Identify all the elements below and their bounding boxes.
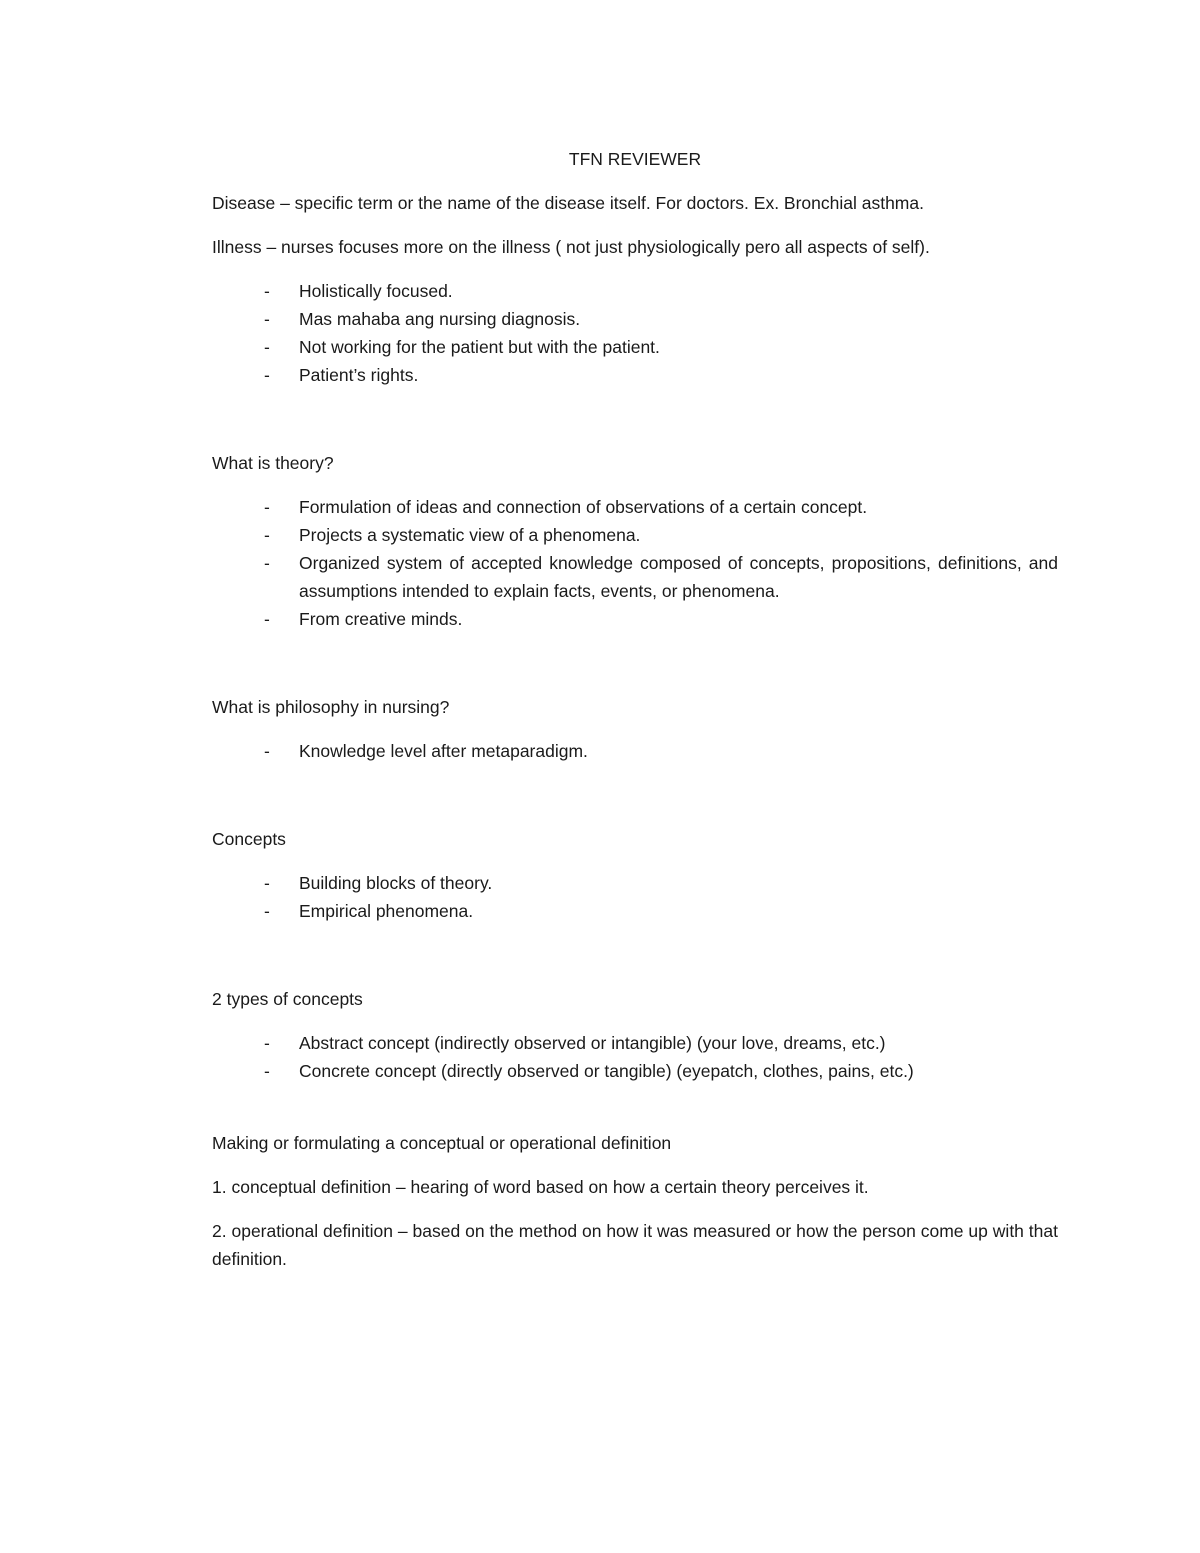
dash-bullet: - — [264, 873, 270, 893]
types-heading: 2 types of concepts — [212, 989, 363, 1009]
numbered-item-conceptual: 1. conceptual definition – hearing of word based on how a certain theory perceives it. — [212, 1177, 869, 1197]
dash-bullet: - — [264, 1033, 270, 1053]
illness-definition: Illness – nurses focuses more on the illness ( not just physiologically pero all aspects of self). — [212, 237, 930, 257]
list-item — [212, 1029, 1058, 1057]
list-item — [212, 521, 1058, 549]
dash-bullet: - — [264, 1061, 270, 1081]
list-item-text: Patient’s rights. — [299, 365, 419, 385]
list-item — [212, 897, 1058, 925]
dash-bullet: - — [264, 497, 270, 517]
philosophy-bullet-list — [212, 737, 1058, 765]
list-item-text: Organized system of accepted knowledge composed of concepts, propositions, definitions, and assumptions intended to explain facts, events, or phenomena. — [299, 553, 1058, 601]
list-item-text: From creative minds. — [299, 609, 463, 629]
theory-bullet-list — [212, 493, 1058, 633]
list-item-text: Projects a systematic view of a phenomena. — [299, 525, 641, 545]
document-title: TFN REVIEWER — [568, 149, 702, 169]
list-item — [212, 305, 1058, 333]
list-item-text: Formulation of ideas and connection of observations of a certain concept. — [299, 497, 868, 517]
dash-bullet: - — [264, 609, 270, 629]
dash-bullet: - — [264, 741, 270, 761]
list-item-text: Holistically focused. — [299, 281, 453, 301]
illness-bullet-list — [212, 277, 1058, 389]
list-item-text: Building blocks of theory. — [299, 873, 493, 893]
list-item — [212, 493, 1058, 521]
list-item — [212, 737, 1058, 765]
theory-heading: What is theory? — [212, 453, 334, 473]
definition-heading: Making or formulating a conceptual or operational definition — [212, 1133, 672, 1153]
list-item-text: Abstract concept (indirectly observed or intangible) (your love, dreams, etc.) — [299, 1033, 886, 1053]
disease-definition: Disease – specific term or the name of the disease itself. For doctors. Ex. Bronchial asthma. — [212, 193, 924, 213]
list-item — [212, 361, 1058, 389]
dash-bullet: - — [264, 309, 270, 329]
document-page — [212, 145, 1058, 1289]
list-item — [212, 277, 1058, 305]
concepts-bullet-list — [212, 869, 1058, 925]
list-item — [212, 333, 1058, 361]
list-item — [212, 1057, 1058, 1085]
list-item — [212, 605, 1058, 633]
list-item — [212, 869, 1058, 897]
list-item-text: Not working for the patient but with the patient. — [299, 337, 660, 357]
dash-bullet: - — [264, 901, 270, 921]
numbered-item-operational: 2. operational definition – based on the method on how it was measured or how the person come up with that definition. — [212, 1221, 1058, 1269]
dash-bullet: - — [264, 553, 270, 573]
list-item-text: Empirical phenomena. — [299, 901, 474, 921]
list-item-text: Mas mahaba ang nursing diagnosis. — [299, 309, 581, 329]
list-item-text: Knowledge level after metaparadigm. — [299, 741, 588, 761]
list-item-text: Concrete concept (directly observed or tangible) (eyepatch, clothes, pains, etc.) — [299, 1061, 914, 1081]
concepts-heading: Concepts — [212, 829, 286, 849]
list-item — [212, 549, 1058, 605]
philosophy-heading: What is philosophy in nursing? — [212, 697, 450, 717]
dash-bullet: - — [264, 365, 270, 385]
types-bullet-list — [212, 1029, 1058, 1085]
dash-bullet: - — [264, 281, 270, 301]
dash-bullet: - — [264, 525, 270, 545]
dash-bullet: - — [264, 337, 270, 357]
